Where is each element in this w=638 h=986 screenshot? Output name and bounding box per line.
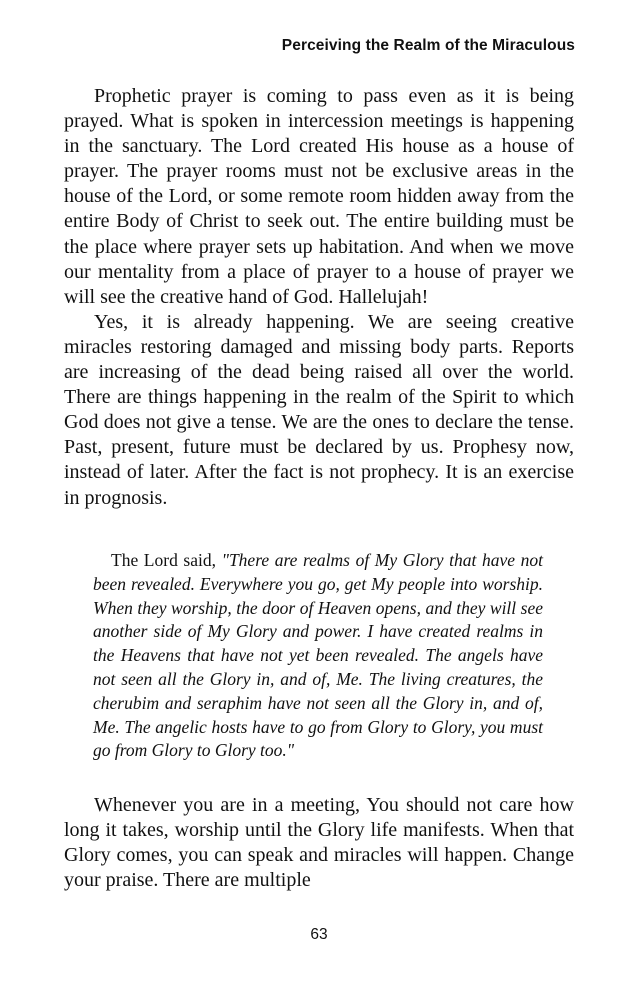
block-quote: [93, 549, 543, 763]
paragraph: Prophetic prayer is coming to pass even as it is being prayed. What is spoken in intercession meetings is happening in the sanctuary. The Lord created His house as a house of prayer. The prayer rooms must not be exclusive areas in the house of the Lord, or some remote room hidden away from the entire Body of Christ to seek out. The entire building must be the place where prayer sets up habitation. And when we move our mentality from a place of prayer to a house of prayer we will see the creative hand of God. Hallelujah!: [64, 85, 574, 308]
body-section: [64, 84, 574, 511]
quote-paragraph: [93, 549, 543, 763]
quote-lead-text: The Lord said,: [111, 550, 222, 570]
running-header: Perceiving the Realm of the Miraculous: [281, 37, 575, 54]
body-section: [64, 793, 574, 893]
quote-body-text: "There are realms of My Glory that have not been revealed. Everywhere you go, get My people into worship. When they worship, the door of Heaven opens, and they will see another side of My Glory and power. I have created realms in the Heavens that have not yet been revealed. The angels have not seen all the Glory in, and of, Me. The living creatures, the cherubim and seraphim have not seen all the Glory in, and of, Me. The angelic hosts have to go from Glory to Glory, you must go from Glory to Glory too.": [93, 550, 543, 761]
paragraph: Whenever you are in a meeting, You should not care how long it takes, worship until the Glory life manifests. When that Glory comes, you can speak and miracles will happen. Change your praise. There are multiple: [64, 794, 574, 892]
page-number: 63: [310, 926, 328, 943]
paragraph: Yes, it is already happening. We are seeing creative miracles restoring damaged and missing body parts. Reports are increasing of the dead being raised all over the world. There are things happening in the realm of the Spirit to which God does not give a tense. We are the ones to declare the tense. Past, present, future must be declared by us. Prophesy now, instead of later. After the fact is not prophecy. It is an exercise in prognosis.: [64, 310, 574, 509]
